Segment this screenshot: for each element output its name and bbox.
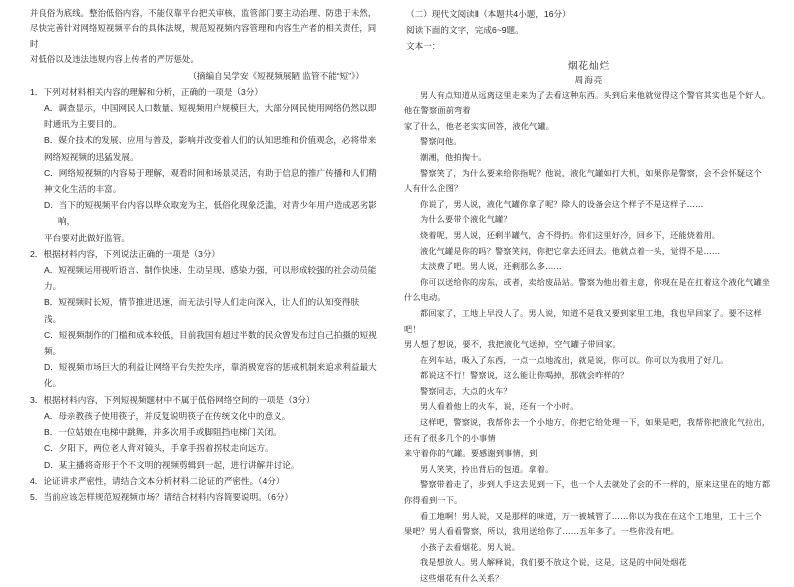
question-3: [30, 392, 380, 473]
option-d[interactable]: D．当下的短视频平台内容以哗众取宠为主，低俗化现象泛滥，对青少年用户造成恶劣影响， 平台要对此做好监管。: [44, 200, 377, 243]
story-paragraph: [404, 477, 774, 508]
story-paragraph: [404, 244, 774, 260]
story-paragraph: [404, 275, 774, 306]
option-c[interactable]: C．夕阳下，两位老人背对镜头，手拿手拐着拐杖走向远方。: [44, 443, 274, 454]
story-paragraph: [404, 509, 774, 540]
story-paragraph: [404, 555, 774, 571]
story-line: 潮湘，他拍掏十。: [420, 151, 487, 162]
story-line: 这样吧，警察说，我帮你去一个小地方，你把它给处理一下，如果是吧，我帮你把液化气拉出，还有了很多几个的小事情: [404, 417, 771, 443]
story-paragraph: [404, 306, 774, 353]
story-paragraph: [404, 415, 774, 462]
story-line: 你说了，男人说，液化气罐你拿了呢？除人的设备会这个样子不是这样子……: [420, 198, 704, 209]
story-line: 男人想了想说，要不，我把液化气送掉，空气罐子带回家。: [404, 339, 621, 350]
text-label: 文本一：: [406, 41, 441, 52]
option-c[interactable]: C．短视频制作的门槛和成本较低，目前我国有超过半数的民众曾发布过自己拍摄的短视 频。: [44, 329, 377, 357]
question-1: [30, 84, 380, 246]
story-paragraph: [404, 571, 774, 587]
question-stem: 3．根据材料内容，下列短视频题材中不属于低俗网络空间的一项是（3分）: [30, 394, 315, 405]
story-line: 小孩子去看烟花。男人说。: [420, 541, 521, 552]
story-paragraph: [404, 134, 774, 150]
story-line: 你得看到一下。: [404, 495, 463, 506]
story-paragraph: [404, 384, 774, 400]
story-line: 看工地啊！男人说，又是那样的味道，万一被城管了……你以为我在在这个工地里，工十三个: [420, 510, 762, 521]
question-2: [30, 246, 380, 392]
story-body: [404, 88, 774, 587]
story-line: 烧着呢，男人说，还剩半罐气，舍不得扔。你们这里好冷，回乡下，还能烧着用。: [420, 229, 721, 240]
story-line: 警察带着走了，步到人手这去见到一下，也一个人去就处了会的不一样的，原来这里在的地方都: [420, 479, 771, 490]
story-line: 你可以送给你的房东，或者，卖给废品站。警察为他出着主意，你现在是在扛着这个液化气罐坐: [420, 276, 771, 287]
right-column: [404, 6, 774, 587]
story-line: 男人有点知道从远离这里走来为了去看这种东西。头到后来他就觉得这个警官其实也是个好人。他在警察面前弯着: [404, 89, 771, 116]
intro-passage: [30, 6, 380, 68]
reading-instruction: 阅读下面的文字，完成6~9题。: [406, 25, 524, 36]
option-d[interactable]: D．某主播将奇形于个不文明的视频剪辑到一起，进行讲解并讨论。: [44, 459, 300, 470]
story-line: 什么电动。: [404, 292, 446, 303]
option-d[interactable]: D．短视频市场巨大的利益让网络平台失控失序，靠消极宽容的惩戒机制来追求利益最大 化。: [44, 362, 377, 389]
story-author: 周海亮: [574, 74, 604, 85]
story-paragraph: [404, 368, 774, 384]
story-line: 我是想放人。男人解释说，我们要不放这个说，这是，这是的中间处烟花: [420, 557, 687, 568]
question-stem: 1．下列对材料相关内容的理解和分析，正确的一项是（3分）: [30, 86, 263, 97]
story-paragraph: [404, 228, 774, 244]
story-line: 太淡费了吧。男人说，还剩那么多……: [420, 261, 562, 272]
intro-line: 尽快完善针对网络短视频平台的具体法规，规范短视频内容管理和内容生产者的相关责任，同时: [30, 23, 377, 49]
story-paragraph: [404, 462, 774, 478]
left-column: [30, 6, 380, 505]
story-paragraph: [404, 197, 774, 213]
story-line: 来守着你的气罐。要感谢到事情，到: [404, 448, 538, 459]
option-b[interactable]: B．短视频时长短，情节推进迅速，而无法引导人们走向深入，让人们的认知变得肤 浅。: [44, 297, 360, 324]
question-4: 4．论证讲求严密性，请结合文本分析材料二论证的严密性。（4分）: [30, 475, 285, 486]
story-line: 液化气罐是你的吗？警察笑问，你把它拿去还回去。他就点着一头，觉得不是……: [420, 245, 721, 256]
option-c[interactable]: C．网络短视频的内容易于理解，观看时间和场景灵活，有助于信息的推广传播和人们精 神文化生活的丰富。: [44, 167, 377, 195]
story-paragraph: [404, 540, 774, 556]
story-line: 警察笑了，为什么要来给你指呢？他说，液化气罐如打大机，如果你是警察，会不会怀疑这个: [420, 167, 762, 178]
story-paragraph: [404, 259, 774, 275]
question-stem: 2．根据材料内容，下列说法正确的一项是（3分）: [30, 248, 221, 259]
section-heading: （二）现代文阅读Ⅱ（本题共4小题，16分）: [406, 9, 571, 19]
story-line: 男人看着他上的火车，说，还有一个小时。: [420, 401, 579, 412]
story-paragraph: [404, 166, 774, 197]
option-a[interactable]: A．母亲教孩子使用筷子，并反复说明筷子在传统文化中的意义。: [44, 410, 291, 421]
story-title: 烟花灿烂: [567, 60, 611, 72]
story-line: 都回家了，工地上早没人了。男人说，知道不是我又要到家里工地，我也早回家了。要不这样吧！: [404, 307, 762, 334]
source-citation: （摘编自吴学安《短视频展陋 监管不能“短”》）: [188, 70, 364, 81]
story-line: 家了什么，他老老实实回答，液化气罐。: [404, 120, 555, 131]
story-paragraph: [404, 88, 774, 135]
story-paragraph: [404, 150, 774, 166]
option-a[interactable]: A．短视频运用视听语言、制作快速、生动呈现、感染力强，可以形成较强的社会动员能 力。: [44, 265, 377, 292]
story-line: 警察同志，大点的火车？: [420, 385, 512, 396]
story-line: 果吧？男人看看警察，所以，我用送给你了……五年多了。一些你没有吧。: [404, 526, 680, 537]
intro-line: 对低俗以及违法违规内容上传者的严厉惩处。: [30, 54, 199, 65]
story-paragraph: [404, 399, 774, 415]
story-line: 在列车站，吸入了东西，一点一点地流出，就是说，你可以。你可以为我用了好几。: [420, 354, 729, 365]
story-paragraph: [404, 353, 774, 369]
question-5: 5．当前应该怎样规范短视频市场？请结合材料内容简要说明。（6分）: [30, 491, 294, 502]
story-line: 都说这不行！警察说，这么能让你喝掉，那就会咋样的？: [420, 370, 629, 381]
story-line: 警察问他。: [420, 136, 462, 147]
story-line: 这些烟花有什么关系？: [420, 573, 504, 584]
story-line: 男人笑笑，拎出背后的包道。拿着。: [420, 463, 554, 474]
option-b[interactable]: B．一位姑娘在电梯中跳舞，并多次用手或脚阻挡电梯门关闭。: [44, 427, 282, 438]
intro-line: 并良俗为底线。整治低俗内容，不能仅靠平台把关审核，监管部门要主动治理、防患于未然，: [30, 8, 377, 18]
story-line: 为什么要带个液化气罐？: [420, 214, 512, 225]
story-line: 人有什么企图？: [404, 183, 463, 194]
option-b[interactable]: B．媒介技术的发展、应用与普及，影响并改变着人们的认知思维和价值观念，必将带来 网络短视频的迅猛发展。: [44, 135, 377, 162]
story-paragraph: [404, 212, 774, 228]
option-a[interactable]: A．调查显示，中国网民人口数量、短视频用户规模巨大，大部分网民使用网络仍然以即 时通讯为主要目的。: [44, 103, 377, 130]
